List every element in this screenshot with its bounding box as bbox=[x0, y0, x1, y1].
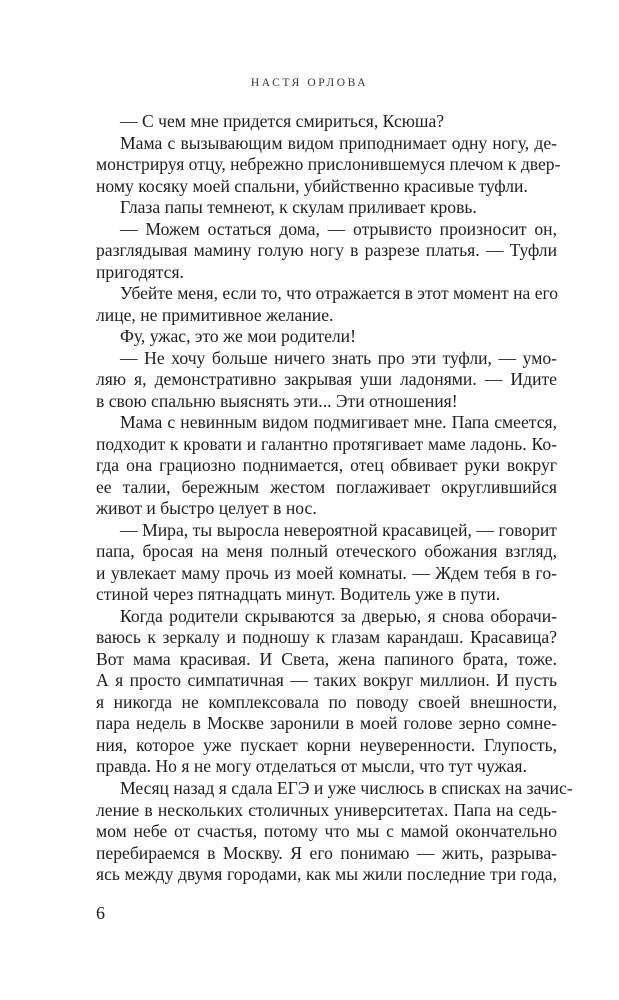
paragraph bbox=[96, 219, 557, 284]
text-line: перебираемся в Москву. Я его понимаю — жить, разрыва- bbox=[96, 842, 557, 863]
paragraph bbox=[96, 111, 557, 133]
paragraph bbox=[96, 197, 557, 219]
text-line: я никогда не комплексовала по поводу своей внешности, bbox=[96, 691, 557, 712]
paragraph bbox=[96, 606, 557, 778]
text-line: живот и быстро целует в нос. bbox=[96, 498, 317, 519]
paragraph bbox=[96, 412, 557, 520]
text-line: — Мира, ты выросла невероятной красавицей, — говорит bbox=[120, 519, 557, 540]
text-line: ному косяку моей спальни, убийственно красивые туфли. bbox=[96, 175, 528, 196]
page-body-text bbox=[96, 111, 573, 886]
text-line: ваюсь к зеркалу и подношу к глазам карандаш. Красавица? bbox=[96, 627, 557, 648]
running-header: НАСТЯ ОРЛОВА bbox=[250, 77, 369, 89]
text-line: ясь между двумя городами, как мы жили последние три года, bbox=[96, 864, 557, 885]
text-line: — Можем остаться дома, — отрывисто произносит он, bbox=[120, 218, 557, 239]
text-line: Мама с вызывающим видом приподнимает одну ногу, де- bbox=[120, 132, 557, 153]
page-number: 6 bbox=[96, 903, 105, 923]
text-line: Мама с невинным видом подмигивает мне. Папа смеется, bbox=[120, 412, 557, 433]
text-line: ление в нескольких столичных университетах. Папа на седь- bbox=[96, 799, 557, 820]
text-line: подходит к кровати и галантно протягивает маме ладонь. Ко- bbox=[96, 433, 557, 454]
paragraph bbox=[96, 132, 561, 198]
paragraph bbox=[96, 520, 557, 606]
text-line: папа, бросая на меня полный отеческого обожания взгляд, bbox=[96, 541, 557, 562]
text-line: лице, не примитивное желание. bbox=[96, 304, 334, 325]
paragraph bbox=[96, 326, 557, 348]
text-line: Месяц назад я сдала ЕГЭ и уже числюсь в списках на зачис- bbox=[120, 777, 573, 798]
text-line: ляю я, демонстративно закрывая уши ладонями. — Идите bbox=[96, 369, 557, 390]
text-line: Когда родители скрываются за дверью, я снова оборачи- bbox=[120, 605, 557, 626]
paragraph bbox=[96, 348, 557, 413]
text-line: Глаза папы темнеют, к скулам приливает кровь. bbox=[120, 197, 477, 218]
text-line: и увлекает маму прочь из моей комнаты. — Ждем тебя в го- bbox=[96, 562, 557, 583]
text-line: гда она грациозно поднимается, отец обвивает руки вокруг bbox=[96, 455, 557, 476]
paragraph bbox=[96, 283, 557, 326]
text-line: разглядывая мамину голую ногу в разрезе платья. — Туфли bbox=[96, 240, 557, 261]
text-line: Фу, ужас, это же мои родители! bbox=[120, 326, 356, 347]
text-line: монстрируя отцу, небрежно прислонившемуся плечом к двер- bbox=[96, 154, 561, 175]
text-line: ее талии, бережным жестом поглаживает округлившийся bbox=[96, 476, 557, 497]
text-line: — С чем мне придется смириться, Ксюша? bbox=[120, 111, 445, 131]
text-line: мом небе от счастья, потому что мы с мамой окончательно bbox=[96, 821, 557, 842]
text-line: Вот мама красивая. И Света, жена папиного брата, тоже. bbox=[96, 648, 557, 669]
text-line: стиной через пятнадцать минут. Водитель уже в пути. bbox=[96, 584, 501, 605]
text-line: Убейте меня, если то, что отражается в этот момент на его bbox=[120, 283, 559, 304]
text-line: ния, которое уже пускает корни неуверенности. Глупость, bbox=[96, 734, 557, 755]
paragraph bbox=[96, 777, 573, 886]
text-line: в свою спальню выяснять эти... Эти отношения! bbox=[96, 390, 458, 411]
text-line: А я просто симпатичная — таких вокруг миллион. И пусть bbox=[96, 670, 557, 691]
text-line: — Не хочу больше ничего знать про эти туфли, — умо- bbox=[120, 347, 557, 368]
text-line: правда. Но я не могу отделаться от мысли, что тут чужая. bbox=[96, 756, 527, 777]
text-line: пригодятся. bbox=[96, 261, 184, 282]
text-line: пара недель в Москве заронили в моей голове зерно сомне- bbox=[96, 713, 557, 734]
